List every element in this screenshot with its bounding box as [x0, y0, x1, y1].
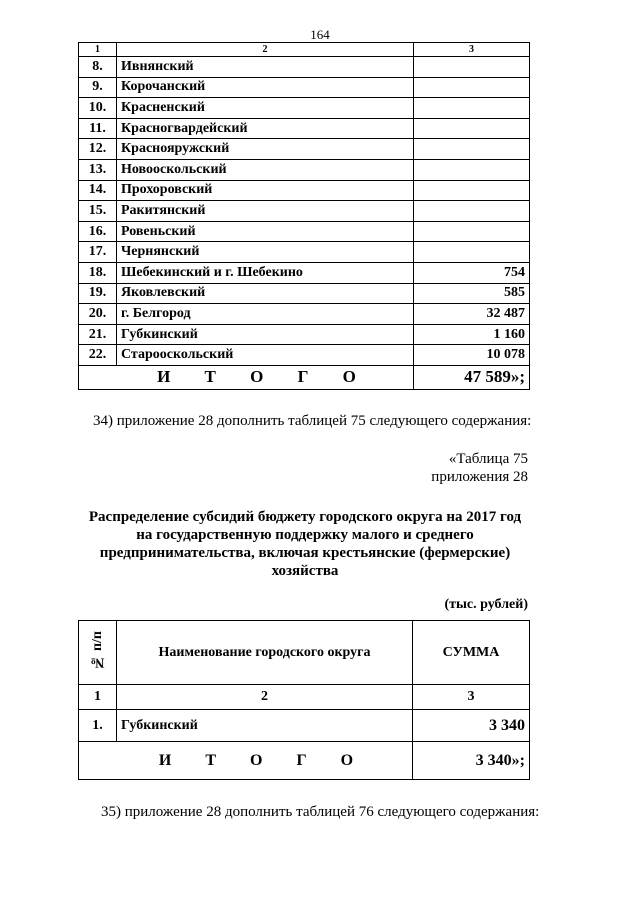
row-number: 12. [79, 139, 117, 160]
table2-title-line3: предпринимательства, включая крестьянские (фермерские) [99, 545, 511, 561]
table2-header-row [79, 621, 530, 685]
row-number: 21. [79, 324, 117, 345]
table2-column-number-2: 2 [117, 685, 413, 710]
row-number: 13. [79, 159, 117, 180]
table-caption-line2: приложения 28 [431, 469, 528, 485]
row-name: Прохоровский [117, 180, 414, 201]
row-value [414, 180, 530, 201]
row-value [414, 98, 530, 119]
row-number: 16. [79, 221, 117, 242]
row-value [414, 57, 530, 78]
row-value: 3 340 [413, 710, 530, 742]
col-num-header: № п/п [89, 630, 105, 670]
row-value [414, 159, 530, 180]
table-row [79, 242, 530, 263]
table-row [79, 345, 530, 366]
table-row [79, 710, 530, 742]
table-row [79, 139, 530, 160]
table-caption [431, 450, 528, 486]
column-number-row [79, 43, 530, 57]
col-sum-header: СУММА [413, 621, 530, 685]
row-name: Корочанский [117, 77, 414, 98]
col-num-header-cell [79, 621, 117, 685]
table-row [79, 180, 530, 201]
subsidy-table-75 [78, 620, 530, 780]
unit-label: (тыс. рублей) [444, 597, 528, 612]
table2-title-line4: хозяйства [271, 563, 339, 579]
row-value: 585 [414, 283, 530, 304]
table-row [79, 98, 530, 119]
row-name: Губкинский [117, 324, 414, 345]
table-row [79, 57, 530, 78]
page-number: 164 [310, 27, 330, 42]
row-value [414, 77, 530, 98]
subsidy-table-continued [78, 42, 530, 390]
row-number: 9. [79, 77, 117, 98]
row-name: Новооскольский [117, 159, 414, 180]
row-name: Красногвардейский [117, 118, 414, 139]
row-number: 19. [79, 283, 117, 304]
row-number: 10. [79, 98, 117, 119]
row-number: 18. [79, 262, 117, 283]
row-name: Яковлевский [117, 283, 414, 304]
paragraph-34: 34) приложение 28 дополнить таблицей 75 следующего содержания: [93, 413, 532, 429]
table2-title-line2: на государственную поддержку малого и среднего [136, 527, 474, 543]
row-name: Старооскольский [117, 345, 414, 366]
row-value: 10 078 [414, 345, 530, 366]
row-name: Ивнянский [117, 57, 414, 78]
table2-column-number-1: 1 [79, 685, 117, 710]
row-number: 22. [79, 345, 117, 366]
row-name: Чернянский [117, 242, 414, 263]
row-value [414, 201, 530, 222]
table-row [79, 77, 530, 98]
row-value [414, 139, 530, 160]
table2-total-row [79, 742, 530, 780]
row-number: 15. [79, 201, 117, 222]
row-value [414, 221, 530, 242]
row-number: 17. [79, 242, 117, 263]
table1-total-label: И Т О Г О [79, 365, 414, 389]
table-row [79, 221, 530, 242]
row-value: 1 160 [414, 324, 530, 345]
row-name: Краснояружский [117, 139, 414, 160]
row-number: 14. [79, 180, 117, 201]
table-row [79, 118, 530, 139]
table2-column-number-3: 3 [413, 685, 530, 710]
table-row [79, 283, 530, 304]
row-number: 20. [79, 304, 117, 325]
col-name-header: Наименование городского округа [117, 621, 413, 685]
row-name: Ровеньский [117, 221, 414, 242]
row-value [414, 242, 530, 263]
row-value: 754 [414, 262, 530, 283]
column-number-3: 3 [414, 43, 530, 57]
table2-column-number-row [79, 685, 530, 710]
paragraph-35: 35) приложение 28 дополнить таблицей 76 следующего содержания: [101, 804, 540, 820]
table1-total-row [79, 365, 530, 389]
row-number: 11. [79, 118, 117, 139]
table-caption-line1: «Таблица 75 [448, 451, 528, 467]
row-number: 8. [79, 57, 117, 78]
row-name: Красненский [117, 98, 414, 119]
column-number-1: 1 [79, 43, 117, 57]
table2-title [70, 508, 540, 580]
column-number-2: 2 [117, 43, 414, 57]
row-number: 1. [79, 710, 117, 742]
table2-title-line1: Распределение субсидий бюджету городского округа на 2017 год [88, 509, 522, 525]
table-row [79, 324, 530, 345]
row-name: г. Белгород [117, 304, 414, 325]
row-name: Ракитянский [117, 201, 414, 222]
row-name: Губкинский [117, 710, 413, 742]
table-row [79, 159, 530, 180]
row-value [414, 118, 530, 139]
table2-total-label: И Т О Г О [79, 742, 413, 780]
table-row [79, 201, 530, 222]
row-name: Шебекинский и г. Шебекино [117, 262, 414, 283]
row-value: 32 487 [414, 304, 530, 325]
table-row [79, 304, 530, 325]
table-row [79, 262, 530, 283]
table2-total-value: 3 340»; [413, 742, 530, 780]
table1-total-value: 47 589»; [414, 365, 530, 389]
